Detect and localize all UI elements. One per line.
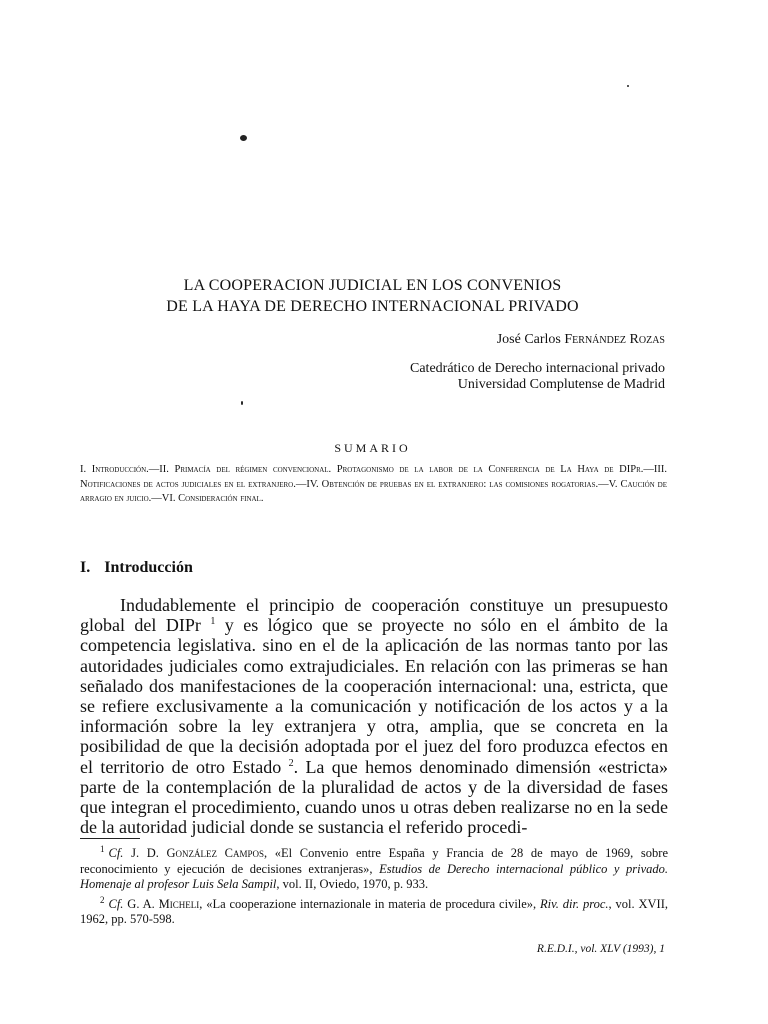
sumario-heading: SUMARIO: [334, 441, 411, 455]
footnote-number: 2: [100, 894, 105, 905]
footnote-text: , «El Convenio entre España y Francia de 28 de mayo de 1969, sobre reconocimiento y ejecución de decisiones extranjeras»,: [80, 846, 668, 876]
ink-speck: [627, 85, 629, 87]
footnote-tail: , vol. II, Oviedo, 1970, p. 933.: [276, 877, 429, 892]
footnote-1: [80, 842, 668, 893]
affiliation-line-2: Universidad Complutense de Madrid: [457, 377, 665, 392]
footnote-separator: [80, 838, 140, 839]
footnote-cf: Cf.: [108, 846, 124, 861]
ink-speck: [240, 135, 247, 141]
author-surname: Fernández Rozas: [564, 332, 665, 347]
footnote-tail: , vol. XVII, 1962, pp. 570-598.: [80, 896, 668, 927]
body-text-part-1: Indudablemente el principio de cooperación constituye un presupuesto global del DIPr: [80, 595, 668, 636]
footnote-text: , «La cooperazione internazionale in materia de procedura civile»,: [199, 896, 541, 911]
footnote-ref-2: 2: [288, 757, 294, 769]
footnote-number: 1: [100, 844, 105, 854]
sumario-text: I. Introducción.—II. Primacía del régimen convencional. Protagonismo de la labor de la Conferencia de La Haya de DIPr.—III. Notificaciones de actos judiciales en el extranjero.—IV. Obtención de pruebas en el extranjero: las comisiones rogatorias.—V. Caución de arragio en juicio.—VI. Consideración final.: [80, 464, 667, 504]
author-name: [497, 332, 665, 348]
footnote-source: Riv. dir. proc.: [540, 896, 609, 911]
journal-reference: R.E.D.I., vol. XLV (1993), 1: [536, 943, 665, 955]
body-text-part-2: y es lógico que se proyecte no sólo en el ámbito de la competencia legislativa. sino en el de la aplicación de las normas tanto por las autoridades judiciales como extrajudiciales. En relación con las primeras se han señalado dos manifestaciones de la cooperación internacional: una, estricta, que se refiere exclusivamente a la comunicación y notificación de los actos y a la información sobre la ley extranjera y otra, amplia, que se concreta en la posibilidad de que la decisión adoptada por el juez del foro produzca efectos en el territorio de otro Estado: [80, 615, 669, 777]
author-given-name: José Carlos: [496, 332, 561, 347]
footnotes: [80, 842, 668, 928]
title-line-1: LA COOPERACION JUDICIAL EN LOS CONVENIOS: [183, 277, 562, 294]
title-line-2: DE LA HAYA DE DERECHO INTERNACIONAL PRIVADO: [166, 298, 579, 315]
body-text: [80, 595, 668, 837]
ink-speck: [241, 401, 243, 405]
section-number: I.: [80, 559, 91, 576]
body-text-part-3: . La que hemos denominado dimensión «estricta» parte de la contemplación de la pluralidad de actos y de la diversidad de fases que integran el procedimiento, cuando unos u otras deben realizarse no en la sede de la autoridad judicial donde se sustancia el referido procedi-: [80, 756, 669, 838]
section-title: Introducción: [104, 559, 193, 576]
footnote-ref-1: 1: [210, 616, 216, 628]
body-paragraph: [80, 595, 668, 837]
affiliation-line-1: Catedrático de Derecho internacional privado: [410, 361, 665, 376]
footnote-2: [80, 893, 668, 928]
author-affiliation: [410, 361, 665, 393]
footnote-source: Estudios de Derecho internacional público y privado. Homenaje al profesor Luis Sela Sampil: [80, 861, 668, 892]
footnote-author: J. D. González Campos: [131, 846, 264, 861]
article-title: [80, 275, 665, 317]
section-heading: [80, 559, 193, 577]
footnote-author: G. A. Micheli: [127, 896, 200, 911]
footnote-cf: Cf.: [108, 896, 124, 911]
